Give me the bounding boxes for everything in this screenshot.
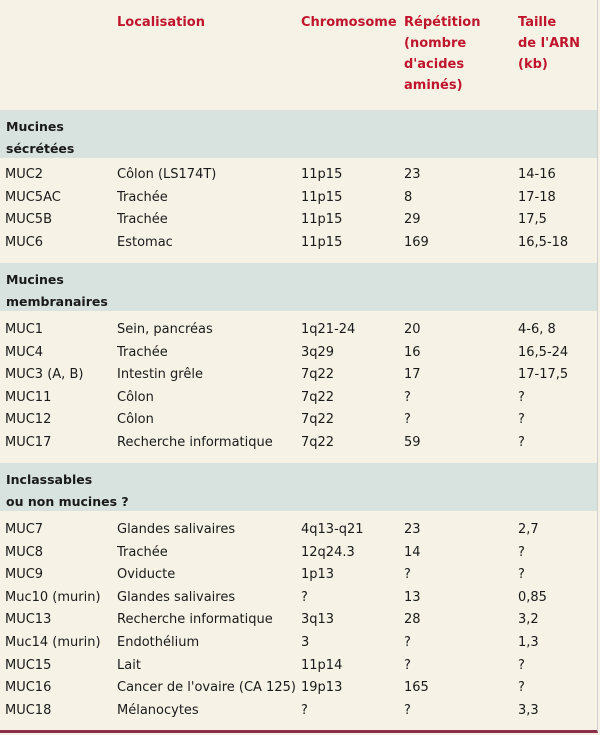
table-row — [0, 586, 597, 609]
rna-size-cell: ? — [518, 389, 525, 405]
table-row — [0, 676, 597, 699]
rna-size-cell: ? — [518, 657, 525, 673]
header-taille-line: (kb) — [518, 57, 548, 72]
repetition-cell: ? — [404, 567, 411, 583]
header-taille-line: Taille — [518, 15, 557, 30]
rna-size-cell: 14-16 — [518, 167, 556, 182]
rna-size-cell: ? — [518, 435, 525, 450]
repetition-cell: 59 — [404, 435, 421, 450]
section-title-line: Mucines — [6, 272, 64, 287]
chromosome-cell: 11p15 — [301, 234, 343, 250]
localisation-cell: Lait — [117, 657, 141, 673]
section-title-line: sécrétées — [6, 141, 75, 156]
localisation-cell: Recherche informatique — [117, 612, 273, 628]
section-title-line: Mucines — [6, 119, 64, 134]
mucin-name-cell: MUC17 — [5, 435, 52, 450]
rna-size-cell: 17-17,5 — [518, 367, 569, 383]
mucin-name-cell: Muc14 (murin) — [5, 635, 101, 650]
chromosome-cell: 7q22 — [301, 412, 335, 428]
repetition-cell: 16 — [404, 344, 421, 360]
chromosome-cell: ? — [301, 589, 308, 605]
rna-size-cell: ? — [518, 412, 525, 428]
header-repetition-line: d'acides — [404, 57, 465, 72]
header-localisation: Localisation — [117, 15, 205, 30]
table-header — [0, 0, 597, 110]
repetition-cell: 13 — [404, 589, 421, 605]
chromosome-cell: 1p13 — [301, 567, 335, 583]
section-header — [0, 463, 597, 511]
localisation-cell: Trachée — [117, 544, 168, 560]
repetition-cell: 8 — [404, 189, 413, 205]
localisation-cell: Intestin grêle — [117, 367, 203, 383]
table-row — [0, 541, 597, 564]
table-row — [0, 341, 597, 364]
table-row — [0, 699, 597, 722]
chromosome-cell: 11p14 — [301, 657, 343, 673]
repetition-cell: ? — [404, 702, 411, 718]
section-header — [0, 263, 597, 311]
chromosome-cell: ? — [301, 702, 308, 718]
repetition-cell: 165 — [404, 680, 429, 696]
repetition-cell: 29 — [404, 212, 421, 228]
repetition-cell: 23 — [404, 167, 421, 182]
repetition-cell: ? — [404, 412, 411, 428]
table-row — [0, 608, 597, 631]
table-row — [0, 363, 597, 386]
table-row — [0, 318, 597, 341]
mucin-name-cell: MUC15 — [5, 657, 52, 673]
rna-size-cell: 16,5-18 — [518, 234, 569, 250]
chromosome-cell: 3q29 — [301, 344, 335, 360]
chromosome-cell: 3q13 — [301, 612, 335, 628]
chromosome-cell: 1q21-24 — [301, 322, 356, 337]
mucin-name-cell: MUC3 (A, B) — [5, 367, 84, 383]
section-title — [6, 116, 74, 160]
localisation-cell: Cancer de l'ovaire (CA 125) — [117, 680, 296, 696]
repetition-cell: ? — [404, 389, 411, 405]
mucin-name-cell: MUC7 — [5, 522, 44, 537]
table-row — [0, 518, 597, 541]
table-row — [0, 654, 597, 677]
rna-size-cell: 3,2 — [518, 612, 539, 628]
chromosome-cell: 7q22 — [301, 435, 335, 450]
table-row — [0, 208, 597, 231]
mucin-name-cell: MUC9 — [5, 567, 44, 583]
repetition-cell: 28 — [404, 612, 421, 628]
rna-size-cell: 2,7 — [518, 522, 539, 537]
mucin-name-cell: Muc10 (murin) — [5, 589, 101, 605]
table-row — [0, 186, 597, 209]
chromosome-cell: 11p15 — [301, 167, 343, 182]
chromosome-cell: 7q22 — [301, 389, 335, 405]
rna-size-cell: 16,5-24 — [518, 344, 569, 360]
localisation-cell: Mélanocytes — [117, 702, 199, 718]
mucin-name-cell: MUC16 — [5, 680, 52, 696]
table-row — [0, 431, 597, 454]
localisation-cell: Côlon — [117, 412, 154, 428]
rna-size-cell: ? — [518, 544, 525, 560]
mucin-name-cell: MUC13 — [5, 612, 52, 628]
table-row — [0, 408, 597, 431]
localisation-cell: Glandes salivaires — [117, 522, 236, 537]
localisation-cell: Trachée — [117, 212, 168, 228]
repetition-cell: ? — [404, 657, 411, 673]
rna-size-cell: 1,3 — [518, 635, 539, 650]
localisation-cell: Côlon — [117, 389, 154, 405]
mucin-name-cell: MUC8 — [5, 544, 44, 560]
localisation-cell: Recherche informatique — [117, 435, 273, 450]
rna-size-cell: 17-18 — [518, 189, 556, 205]
mucin-name-cell: MUC6 — [5, 234, 44, 250]
header-repetition-line: aminés) — [404, 78, 463, 93]
localisation-cell: Trachée — [117, 344, 168, 360]
mucin-name-cell: MUC4 — [5, 344, 44, 360]
chromosome-cell: 19p13 — [301, 680, 343, 696]
chromosome-cell: 3 — [301, 635, 310, 650]
repetition-cell: 20 — [404, 322, 421, 337]
chromosome-cell: 12q24.3 — [301, 544, 355, 560]
header-taille — [518, 12, 580, 75]
header-repetition-line: Répétition — [404, 15, 481, 30]
table-row — [0, 163, 597, 186]
repetition-cell: 23 — [404, 522, 421, 537]
mucin-name-cell: MUC12 — [5, 412, 52, 428]
mucin-name-cell: MUC5B — [5, 212, 52, 228]
localisation-cell: Glandes salivaires — [117, 589, 236, 605]
localisation-cell: Trachée — [117, 189, 168, 205]
section-title — [6, 469, 129, 513]
header-chromosome: Chromosome — [301, 15, 397, 30]
rna-size-cell: ? — [518, 567, 525, 583]
section-title-line: membranaires — [6, 294, 108, 309]
mucin-name-cell: MUC18 — [5, 702, 52, 718]
table-row — [0, 563, 597, 586]
repetition-cell: 17 — [404, 367, 421, 383]
section-header — [0, 110, 597, 158]
section-title-line: Inclassables — [6, 472, 93, 487]
table-row — [0, 386, 597, 409]
chromosome-cell: 7q22 — [301, 367, 335, 383]
header-repetition-line: (nombre — [404, 36, 467, 51]
localisation-cell: Oviducte — [117, 567, 176, 583]
chromosome-cell: 11p15 — [301, 189, 343, 205]
header-taille-line: de l'ARN — [518, 36, 581, 51]
chromosome-cell: 4q13-q21 — [301, 522, 364, 537]
section-title-line: ou non mucines ? — [6, 494, 129, 509]
repetition-cell: ? — [404, 635, 411, 650]
mucin-name-cell: MUC2 — [5, 167, 44, 182]
table-row — [0, 231, 597, 254]
rna-size-cell: 0,85 — [518, 589, 547, 605]
mucin-name-cell: MUC5AC — [5, 189, 61, 205]
localisation-cell: Estomac — [117, 234, 173, 250]
mucin-name-cell: MUC11 — [5, 389, 52, 405]
repetition-cell: 14 — [404, 544, 421, 560]
rna-size-cell: 4-6, 8 — [518, 322, 556, 337]
localisation-cell: Sein, pancréas — [117, 322, 213, 337]
localisation-cell: Côlon (LS174T) — [117, 167, 217, 182]
rna-size-cell: 3,3 — [518, 702, 539, 718]
chromosome-cell: 11p15 — [301, 212, 343, 228]
mucin-name-cell: MUC1 — [5, 322, 44, 337]
localisation-cell: Endothélium — [117, 635, 200, 650]
section-title — [6, 269, 108, 313]
repetition-cell: 169 — [404, 234, 429, 250]
rna-size-cell: ? — [518, 680, 525, 696]
rna-size-cell: 17,5 — [518, 212, 547, 228]
header-repetition — [404, 12, 480, 96]
table-row — [0, 631, 597, 654]
